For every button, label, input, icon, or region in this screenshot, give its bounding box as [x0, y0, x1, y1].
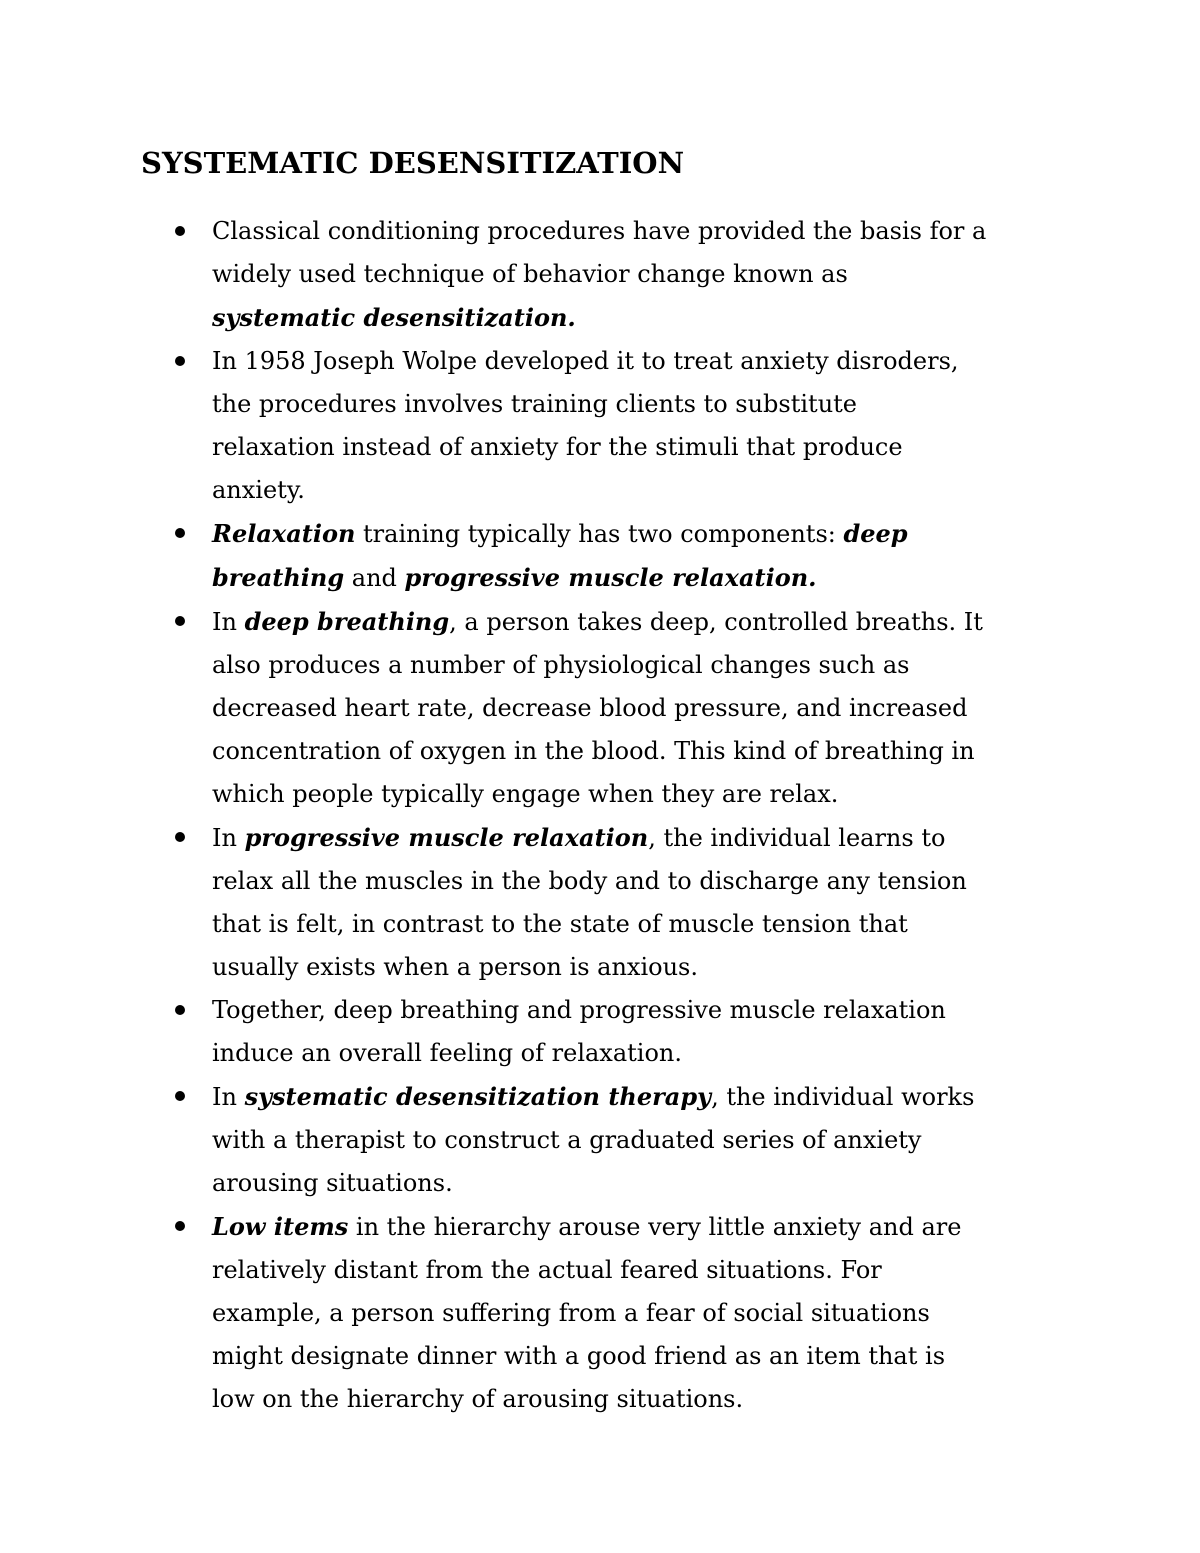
text-segment: anxiety. [212, 476, 305, 504]
text-line [212, 1335, 1077, 1378]
text-segment: widely used technique of behavior change known as [212, 260, 848, 288]
text-segment: which people typically engage when they are relax. [212, 780, 839, 808]
bullet-item [0, 340, 1077, 512]
text-segment: the procedures involves training clients to substitute [212, 390, 857, 418]
text-line [212, 1162, 1077, 1205]
emphasized-term: Low items [212, 1212, 349, 1241]
text-line [212, 1075, 1077, 1119]
emphasized-term: progressive muscle relaxation [244, 823, 649, 852]
text-segment: example, a person suffering from a fear of social situations [212, 1299, 930, 1327]
page-title: SYSTEMATIC DESENSITIZATION [141, 146, 685, 180]
text-line [212, 383, 1077, 426]
emphasized-term: deep [843, 519, 908, 548]
text-segment: , a person takes deep, controlled breaths. It [449, 608, 983, 636]
text-segment: In [212, 824, 245, 852]
text-segment: Classical conditioning procedures have provided the basis for a [212, 217, 987, 245]
emphasized-term: systematic desensitization. [212, 303, 576, 332]
text-segment: usually exists when a person is anxious. [212, 953, 698, 981]
bullet-item [0, 600, 1077, 816]
text-line [212, 512, 1077, 556]
text-segment: , the individual works [711, 1083, 975, 1111]
text-segment: In [212, 608, 245, 636]
text-line [212, 860, 1077, 903]
text-segment: training typically has two components: [355, 520, 844, 548]
bullet-item [0, 989, 1077, 1075]
text-line [212, 816, 1077, 860]
text-line [212, 1032, 1077, 1075]
text-line [212, 730, 1077, 773]
text-line [212, 773, 1077, 816]
text-segment: and [344, 564, 405, 592]
bullet-item [0, 816, 1077, 989]
text-line [212, 556, 1077, 600]
text-segment: relatively distant from the actual feared situations. For [212, 1256, 882, 1284]
text-line [212, 1378, 1077, 1421]
text-line [212, 1119, 1077, 1162]
text-segment: In [212, 1083, 245, 1111]
emphasized-term: breathing [212, 563, 345, 592]
text-line [212, 210, 1077, 253]
text-line [212, 1249, 1077, 1292]
emphasized-term: deep breathing [244, 607, 450, 636]
text-segment: with a therapist to construct a graduated series of anxiety [212, 1126, 922, 1154]
emphasized-term: systematic desensitization therapy [244, 1082, 712, 1111]
text-line [212, 989, 1077, 1032]
text-segment: that is felt, in contrast to the state of muscle tension that [212, 910, 908, 938]
text-line [212, 296, 1077, 340]
text-segment: decreased heart rate, decrease blood pressure, and increased [212, 694, 968, 722]
text-segment: induce an overall feeling of relaxation. [212, 1039, 683, 1067]
text-segment: in the hierarchy arouse very little anxiety and are [348, 1213, 962, 1241]
text-line [212, 253, 1077, 296]
text-segment: concentration of oxygen in the blood. This kind of breathing in [212, 737, 975, 765]
text-segment: relax all the muscles in the body and to discharge any tension [212, 867, 967, 895]
text-segment: might designate dinner with a good friend as an item that is [212, 1342, 946, 1370]
text-line [212, 1205, 1077, 1249]
bullet-item [0, 1075, 1077, 1205]
text-line [212, 1292, 1077, 1335]
bullet-item [0, 210, 1077, 340]
text-segment: Together, deep breathing and progressive muscle relaxation [212, 996, 946, 1024]
emphasized-term: Relaxation [212, 519, 356, 548]
text-segment: arousing situations. [212, 1169, 453, 1197]
text-segment: In 1958 Joseph Wolpe developed it to treat anxiety disroders, [212, 347, 959, 375]
bullet-item [0, 1205, 1077, 1421]
emphasized-term: progressive muscle relaxation. [404, 563, 817, 592]
text-line [212, 903, 1077, 946]
bullet-list [0, 210, 1200, 1421]
text-line [212, 644, 1077, 687]
bullet-item [0, 512, 1077, 600]
text-segment: relaxation instead of anxiety for the stimuli that produce [212, 433, 903, 461]
text-line [212, 600, 1077, 644]
text-line [212, 426, 1077, 469]
text-segment: , the individual learns to [648, 824, 946, 852]
text-segment: low on the hierarchy of arousing situations. [212, 1385, 744, 1413]
text-segment: also produces a number of physiological changes such as [212, 651, 910, 679]
text-line [212, 687, 1077, 730]
text-line [212, 469, 1077, 512]
text-line [212, 946, 1077, 989]
text-line [212, 340, 1077, 383]
